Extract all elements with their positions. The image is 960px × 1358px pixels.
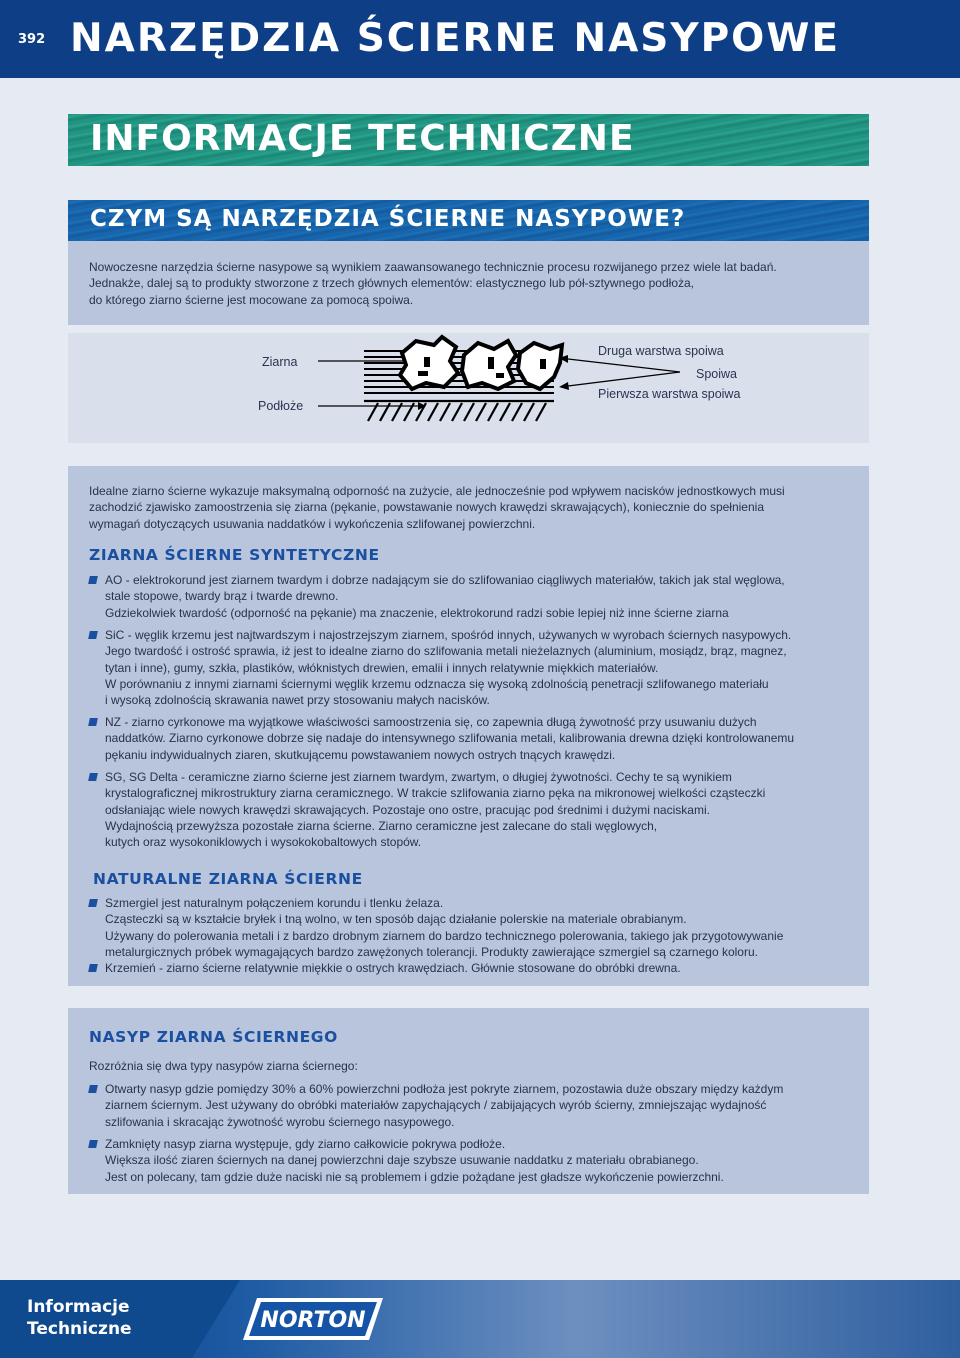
- bullet-marker-icon: [88, 631, 98, 639]
- bullet-line: SG, SG Delta - ceramiczne ziarno ścierne jest ziarnem twardym, zwartym, o długiej żywotności. Cechy te są wynikiem: [105, 770, 732, 784]
- intro-box: [68, 241, 869, 325]
- structure-diagram-box: [68, 333, 869, 443]
- bullet-line: Gdziekolwiek twardość (odporność na pękanie) ma znaczenie, elektrokorund radzi sobie lepiej niż inne ścierne ziarna: [105, 605, 729, 620]
- bullet-line: SiC - węglik krzemu jest najtwardszym i najostrzejszym ziarnem, spośród innych, używanych w wyrobach ściernych nasypowych.: [105, 628, 792, 642]
- bullet-line: Większa ilość ziaren ściernych na danej powierzchni daje szybsze usuwanie naddatku z materiału obrabianego.: [105, 1153, 699, 1168]
- bullet-line: pękaniu indywidualnych ziaren, skutkującemu powstawaniem nowych ostrych tnących krawędzi.: [105, 747, 616, 762]
- natural-grains-heading: NATURALNE ZIARNA ŚCIERNE: [93, 870, 363, 888]
- grains-intro-paragraph: [89, 483, 859, 532]
- intro-line: do którego ziarno ścierne jest mocowane za pomocą spoiwa.: [89, 292, 414, 307]
- bullet-line: Jego twardość i ostrość sprawia, iż jest to idealne ziarno do szlifowania metali nieżelaznych (aluminium, mosiądz, brąz, magnez,: [105, 644, 787, 659]
- bullet-line: ziarnem ściernym. Jest używany do obróbki materiałów zapychających / zabijających wyrób ścierny, zmniejszając wydajność: [105, 1098, 767, 1113]
- bullet-item-sg: [89, 769, 854, 850]
- footer-label: [27, 1296, 132, 1340]
- bullet-marker-icon: [88, 1085, 98, 1093]
- bullet-line: Używany do polerowania metali i z bardzo drobnym ziarnem do bardzo technicznego polerowania, takiego jak przygotowywanie: [105, 928, 784, 943]
- bullet-line: szlifowania i skracając żywotność wyrobu ściernego nasypowego.: [105, 1114, 455, 1129]
- bullet-line: Zamknięty nasyp ziarna występuje, gdy ziarno całkowicie pokrywa podłoże.: [105, 1137, 506, 1151]
- page-title: NARZĘDZIA ŚCIERNE NASYPOWE: [70, 16, 840, 61]
- bullet-line: odsłaniając wiele nowych krawędzi skrawających. Pozostaje ono ostre, pracując pod średnimi i dużymi naciskami.: [105, 802, 710, 817]
- bullet-item-emery: [89, 895, 854, 960]
- footer-line: Techniczne: [27, 1319, 132, 1339]
- bullet-line: NZ - ziarno cyrkonowe ma wyjątkowe właściwości samoostrzenia się, co zapewnia długą żywotność przy usuwaniu dużych: [105, 715, 757, 729]
- label-grains: Ziarna: [262, 355, 298, 369]
- bullet-line: metalurgicznych próbek wymagających bardzo zawężonych tolerancji. Produkty zawierające szmergiel są czarnego koloru.: [105, 944, 758, 959]
- bullet-item-flint: [89, 960, 854, 976]
- section-banner: [68, 114, 869, 166]
- bullet-line: Szmergiel jest naturalnym połączeniem korundu i tlenku żelaza.: [105, 896, 444, 910]
- label-backing: Podłoże: [258, 399, 304, 413]
- intro-line: Nowoczesne narzędzia ścierne nasypowe są wynikiem zaawansowanego technicznie procesu rozwijanego przez wiele lat badań.: [89, 260, 777, 274]
- footer-line: Informacje: [27, 1297, 130, 1317]
- bullet-item-closed-coat: [89, 1136, 854, 1185]
- label-bond: Spoiwa: [696, 367, 737, 381]
- footer-bar: [0, 1280, 960, 1358]
- coating-heading: NASYP ZIARNA ŚCIERNEGO: [89, 1028, 338, 1046]
- grains-intro-line: zachodzić zjawisko zamoostrzenia się ziarna (pękanie, powstawanie nowych krawędzi skrawających), koniecznie do spełnienia: [89, 500, 764, 515]
- label-second-bond: Druga warstwa spoiwa: [598, 344, 724, 358]
- bullet-line: Jest on polecany, tam gdzie duże naciski nie są problemem i gdzie pożądane jest gładsze wykończenie powierzchni.: [105, 1169, 724, 1184]
- subsection-title: CZYM SĄ NARZĘDZIA ŚCIERNE NASYPOWE?: [90, 206, 686, 232]
- intro-line: Jednakże, dalej są to produkty stworzone z trzech głównych elementów: elastycznego lub pół-sztywnego podłoża,: [89, 276, 694, 291]
- intro-paragraph: [89, 259, 859, 308]
- bullet-marker-icon: [88, 964, 98, 972]
- bullet-line: Krzemień - ziarno ścierne relatywnie miękkie o ostrych krawędziach. Głównie stosowane do obróbki drewna.: [105, 961, 681, 975]
- bullet-item-sic: [89, 627, 854, 708]
- bullet-line: AO - elektrokorund jest ziarnem twardym i dobrze nadającym sie do szlifowaniao ciągliwych materiałów, takich jak stal węglowa,: [105, 573, 785, 587]
- coating-intro: Rozróżnia się dwa typy nasypów ziarna ściernego:: [89, 1059, 358, 1073]
- bullet-line: naddatków. Ziarno cyrkonowe dobrze się nadaje do intensywnego szlifowania metali, kalibrowania drewna dzięki kontrolowanemu: [105, 731, 795, 746]
- abrasive-structure-illustration: [318, 333, 698, 443]
- bullet-line: Cząsteczki są w kształcie bryłek i tną wolno, w ten sposób dając działanie polerskie na materiale obrabianym.: [105, 912, 687, 927]
- bullet-marker-icon: [88, 773, 98, 781]
- bullet-item-ao: [89, 572, 854, 621]
- norton-logo: [243, 1296, 383, 1342]
- section-title: INFORMACJE TECHNICZNE: [90, 118, 635, 159]
- bullet-line: stale stopowe, twardy brąz i twarde drewno.: [105, 589, 339, 604]
- bullet-line: i wysoką zdolnością skrawania nawet przy stosowaniu małych nacisków.: [105, 693, 490, 708]
- logo-text: NORTON: [260, 1308, 366, 1333]
- bullet-line: tytan i inne), gumy, szkła, plastików, włóknistych drewien, emalii i innych relatywnie miękkich materiałów.: [105, 660, 659, 675]
- bullet-marker-icon: [88, 1140, 98, 1148]
- grains-intro-line: wymagań dotyczących usuwania naddatków i wykończenia szlifowanej powierzchni.: [89, 516, 536, 531]
- bullet-marker-icon: [88, 718, 98, 726]
- page-number: 392: [18, 32, 46, 47]
- bullet-line: Otwarty nasyp gdzie pomiędzy 30% a 60% powierzchni podłoża jest pokryte ziarnem, pozostawia duże obszary między każdym: [105, 1082, 784, 1096]
- bullet-item-nz: [89, 714, 854, 763]
- abrasive-grains-box: [68, 466, 869, 986]
- top-header-bar: [0, 0, 960, 78]
- bullet-line: Wydajnością przewyższa pozostałe ziarna ścierne. Ziarno ceramiczne jest zalecane do stali węglowych,: [105, 818, 658, 833]
- label-first-bond: Pierwsza warstwa spoiwa: [598, 387, 741, 401]
- bullet-line: W porównaniu z innymi ziarnami ściernymi węglik krzemu odznacza się wysoką zdolnością penetracji szlifowanego materiału: [105, 676, 769, 691]
- grains-intro-line: Idealne ziarno ścierne wykazuje maksymalną odporność na zużycie, ale jednocześnie pod wpływem nacisków jednostkowych musi: [89, 484, 785, 498]
- coating-density-box: [68, 1008, 869, 1194]
- bullet-line: kutych oraz wysokoniklowych i wysokokobaltowych stopów.: [105, 835, 422, 850]
- bullet-line: krystalograficznej mikrostruktury ziarna ceramicznego. W trakcie szlifowania ziarno pęka na mikronowej wielkości cząsteczki: [105, 786, 766, 801]
- subsection-banner: [68, 200, 869, 241]
- synthetic-grains-heading: ZIARNA ŚCIERNE SYNTETYCZNE: [89, 546, 380, 564]
- bullet-marker-icon: [88, 899, 98, 907]
- bullet-marker-icon: [88, 576, 98, 584]
- bullet-item-open-coat: [89, 1081, 854, 1130]
